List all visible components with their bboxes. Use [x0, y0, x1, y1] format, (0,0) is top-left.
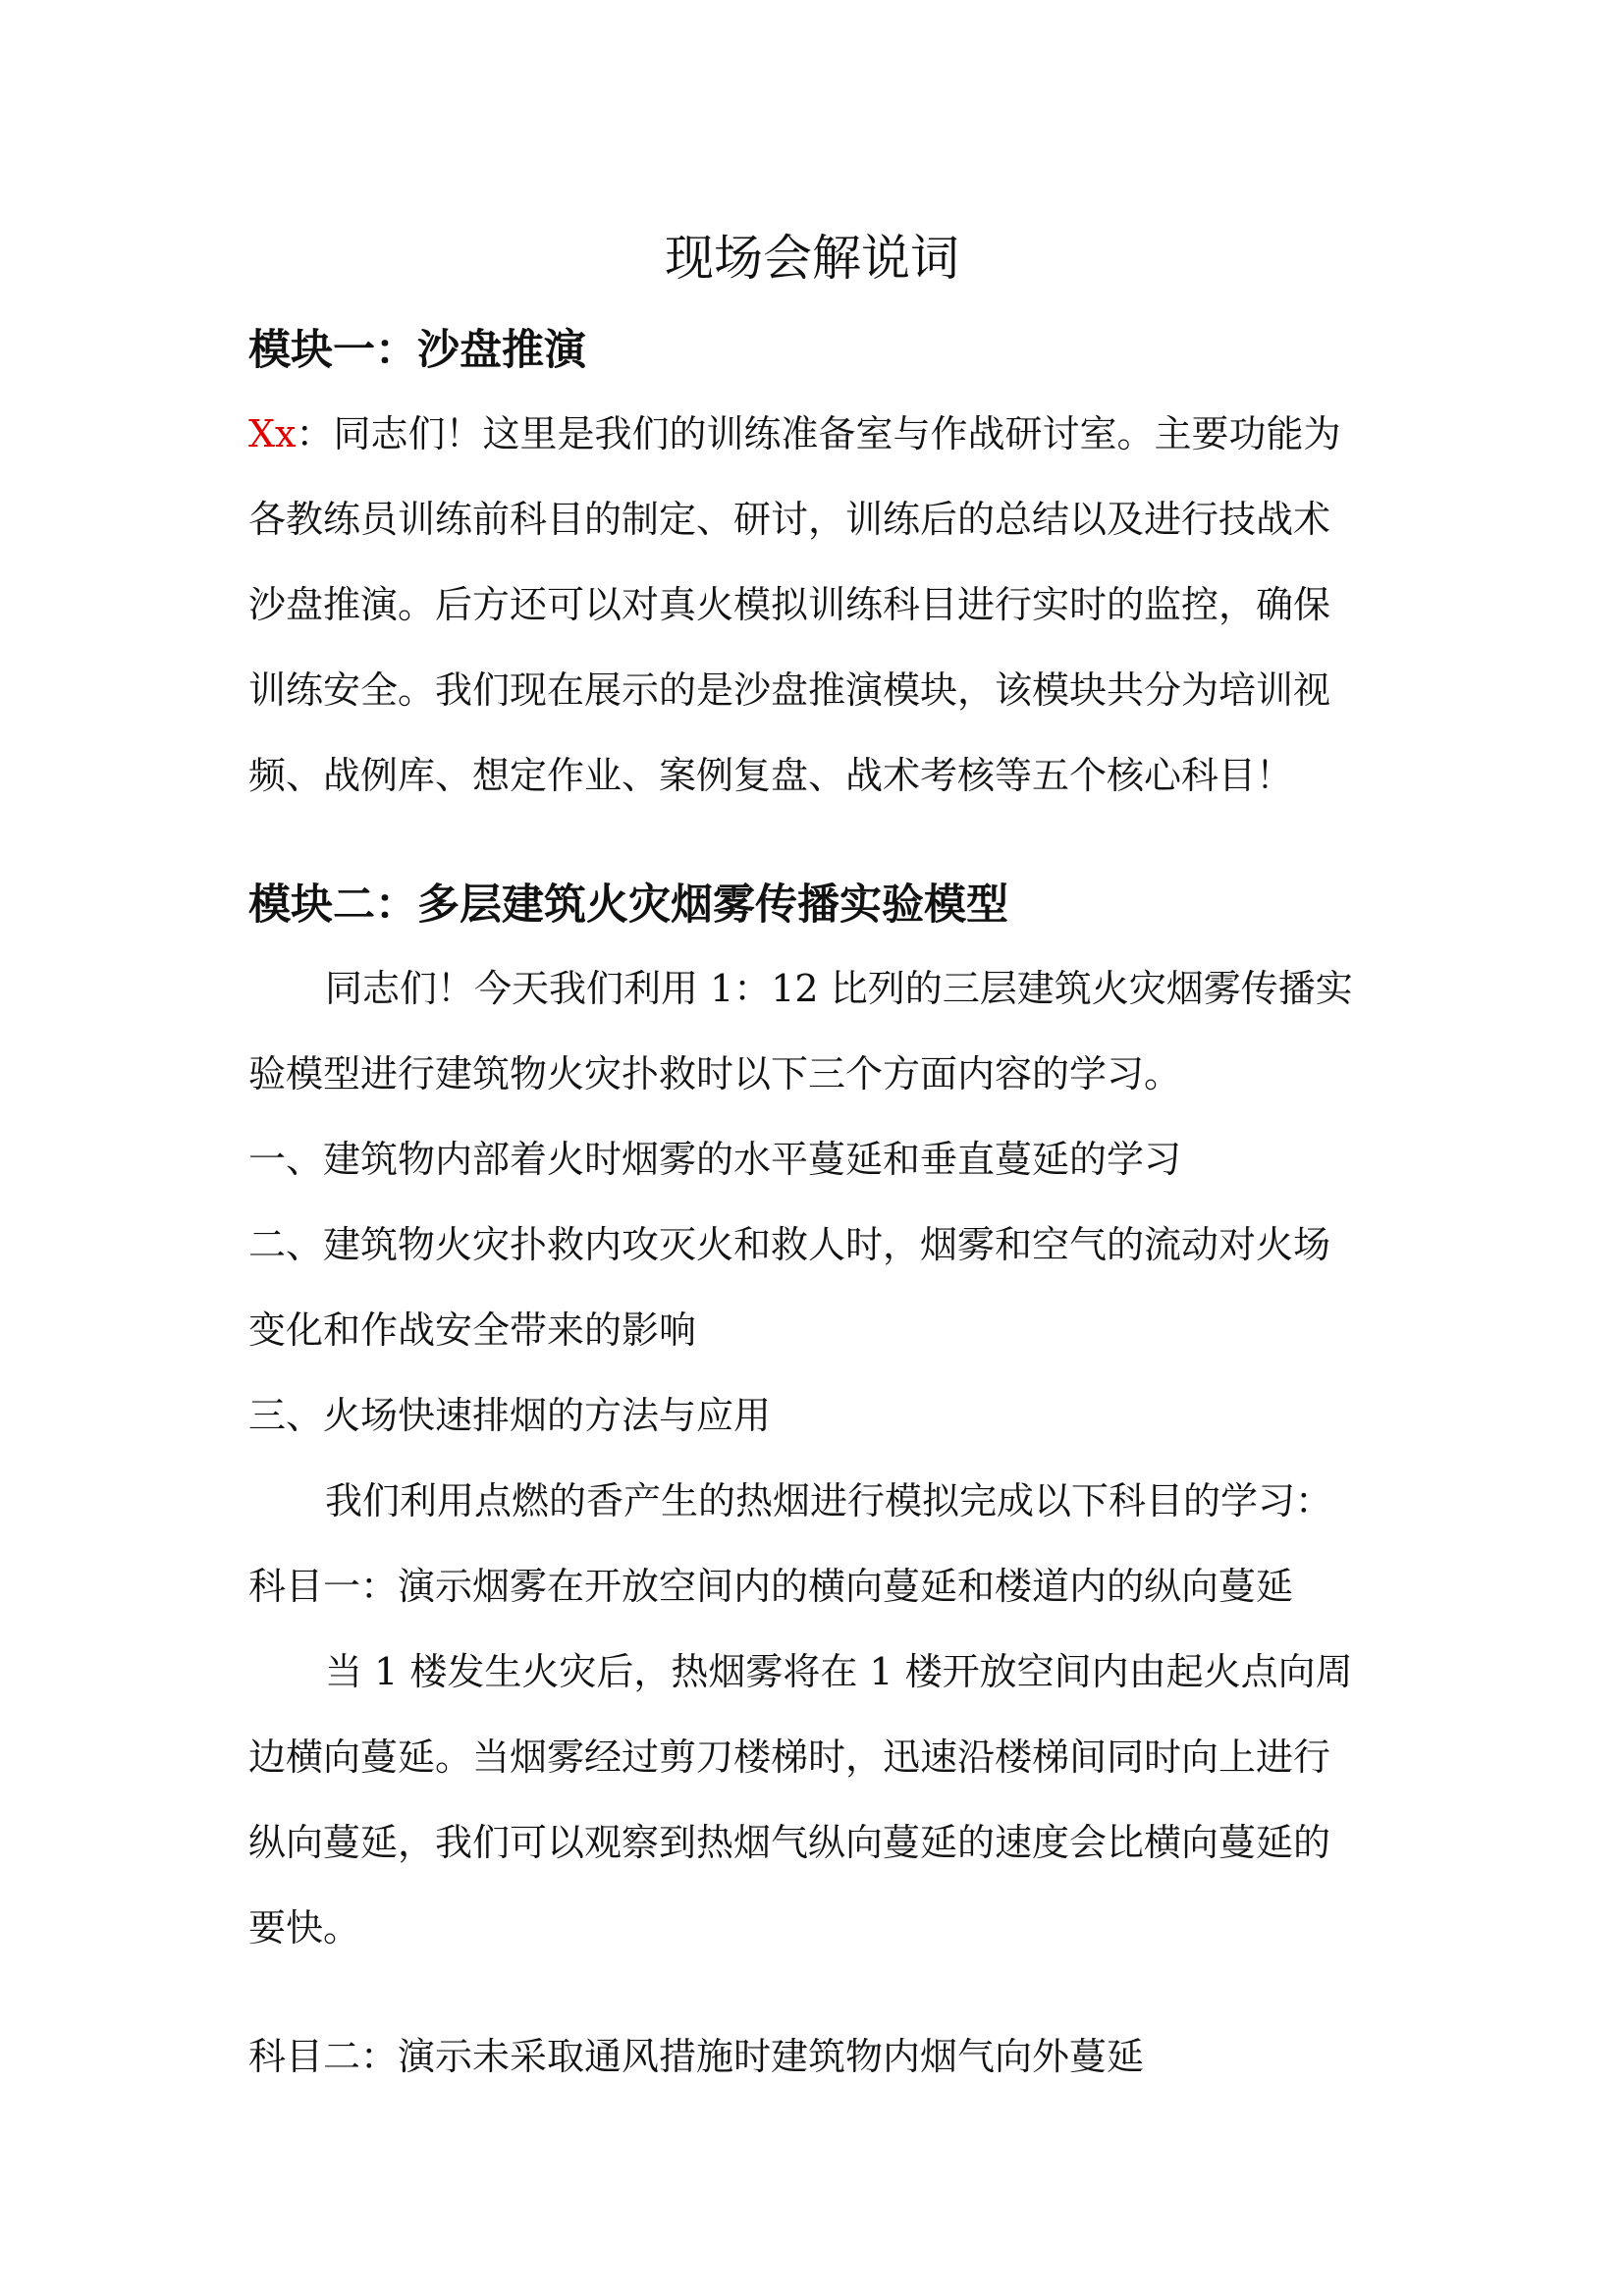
module2-point: 三、火场快速排烟的方法与应用 [248, 1394, 772, 1437]
module1-heading: 模块一：沙盘推演 [248, 326, 586, 375]
subject2-title: 科目二：演示未采取通风措施时建筑物内烟气向外蔓延 [248, 2035, 1145, 2078]
module2-point: 一、建筑物内部着火时烟雾的水平蔓延和垂直蔓延的学习 [248, 1138, 1182, 1181]
subject1-line: 当 1 楼发生火灾后，热烟雾将在 1 楼开放空间内由起火点向周 [325, 1650, 1353, 1693]
module2-intro-line: 同志们！今天我们利用 1：12 比列的三层建筑火灾烟雾传播实 [325, 967, 1353, 1010]
module2-intro-line: 验模型进行建筑物火灾扑救时以下三个方面内容的学习。 [248, 1052, 1182, 1095]
module2-heading: 模块二：多层建筑火灾烟雾传播实验模型 [248, 881, 1008, 930]
subject1-line: 要快。 [248, 1906, 361, 1949]
speaker-label: Xx [248, 412, 297, 455]
subject1-line: 纵向蔓延，我们可以观察到热烟气纵向蔓延的速度会比横向蔓延的 [248, 1821, 1331, 1864]
module1-paragraph-line: 沙盘推演。后方还可以对真火模拟训练科目进行实时的监控，确保 [248, 583, 1331, 626]
module1-paragraph-line: 各教练员训练前科目的制定、研讨，训练后的总结以及进行技战术 [248, 498, 1331, 541]
document-title: 现场会解说词 [665, 230, 959, 287]
subject1-title: 科目一：演示烟雾在开放空间内的横向蔓延和楼道内的纵向蔓延 [248, 1565, 1294, 1608]
module2-point: 二、建筑物火灾扑救内攻灭火和救人时，烟雾和空气的流动对火场 [248, 1223, 1331, 1266]
module2-method-line: 我们利用点燃的香产生的热烟进行模拟完成以下科目的学习： [325, 1479, 1333, 1522]
subject1-line: 边横向蔓延。当烟雾经过剪刀楼梯时，迅速沿楼梯间同时向上进行 [248, 1735, 1331, 1779]
module1-paragraph-line: 频、战例库、想定作业、案例复盘、战术考核等五个核心科目！ [248, 754, 1294, 797]
module1-line-text: ：同志们！这里是我们的训练准备室与作战研讨室。主要功能为 [296, 412, 1341, 455]
module2-point: 变化和作战安全带来的影响 [248, 1308, 697, 1352]
module1-paragraph-line [248, 406, 1341, 461]
module1-paragraph-line: 训练安全。我们现在展示的是沙盘推演模块，该模块共分为培训视 [248, 668, 1331, 712]
